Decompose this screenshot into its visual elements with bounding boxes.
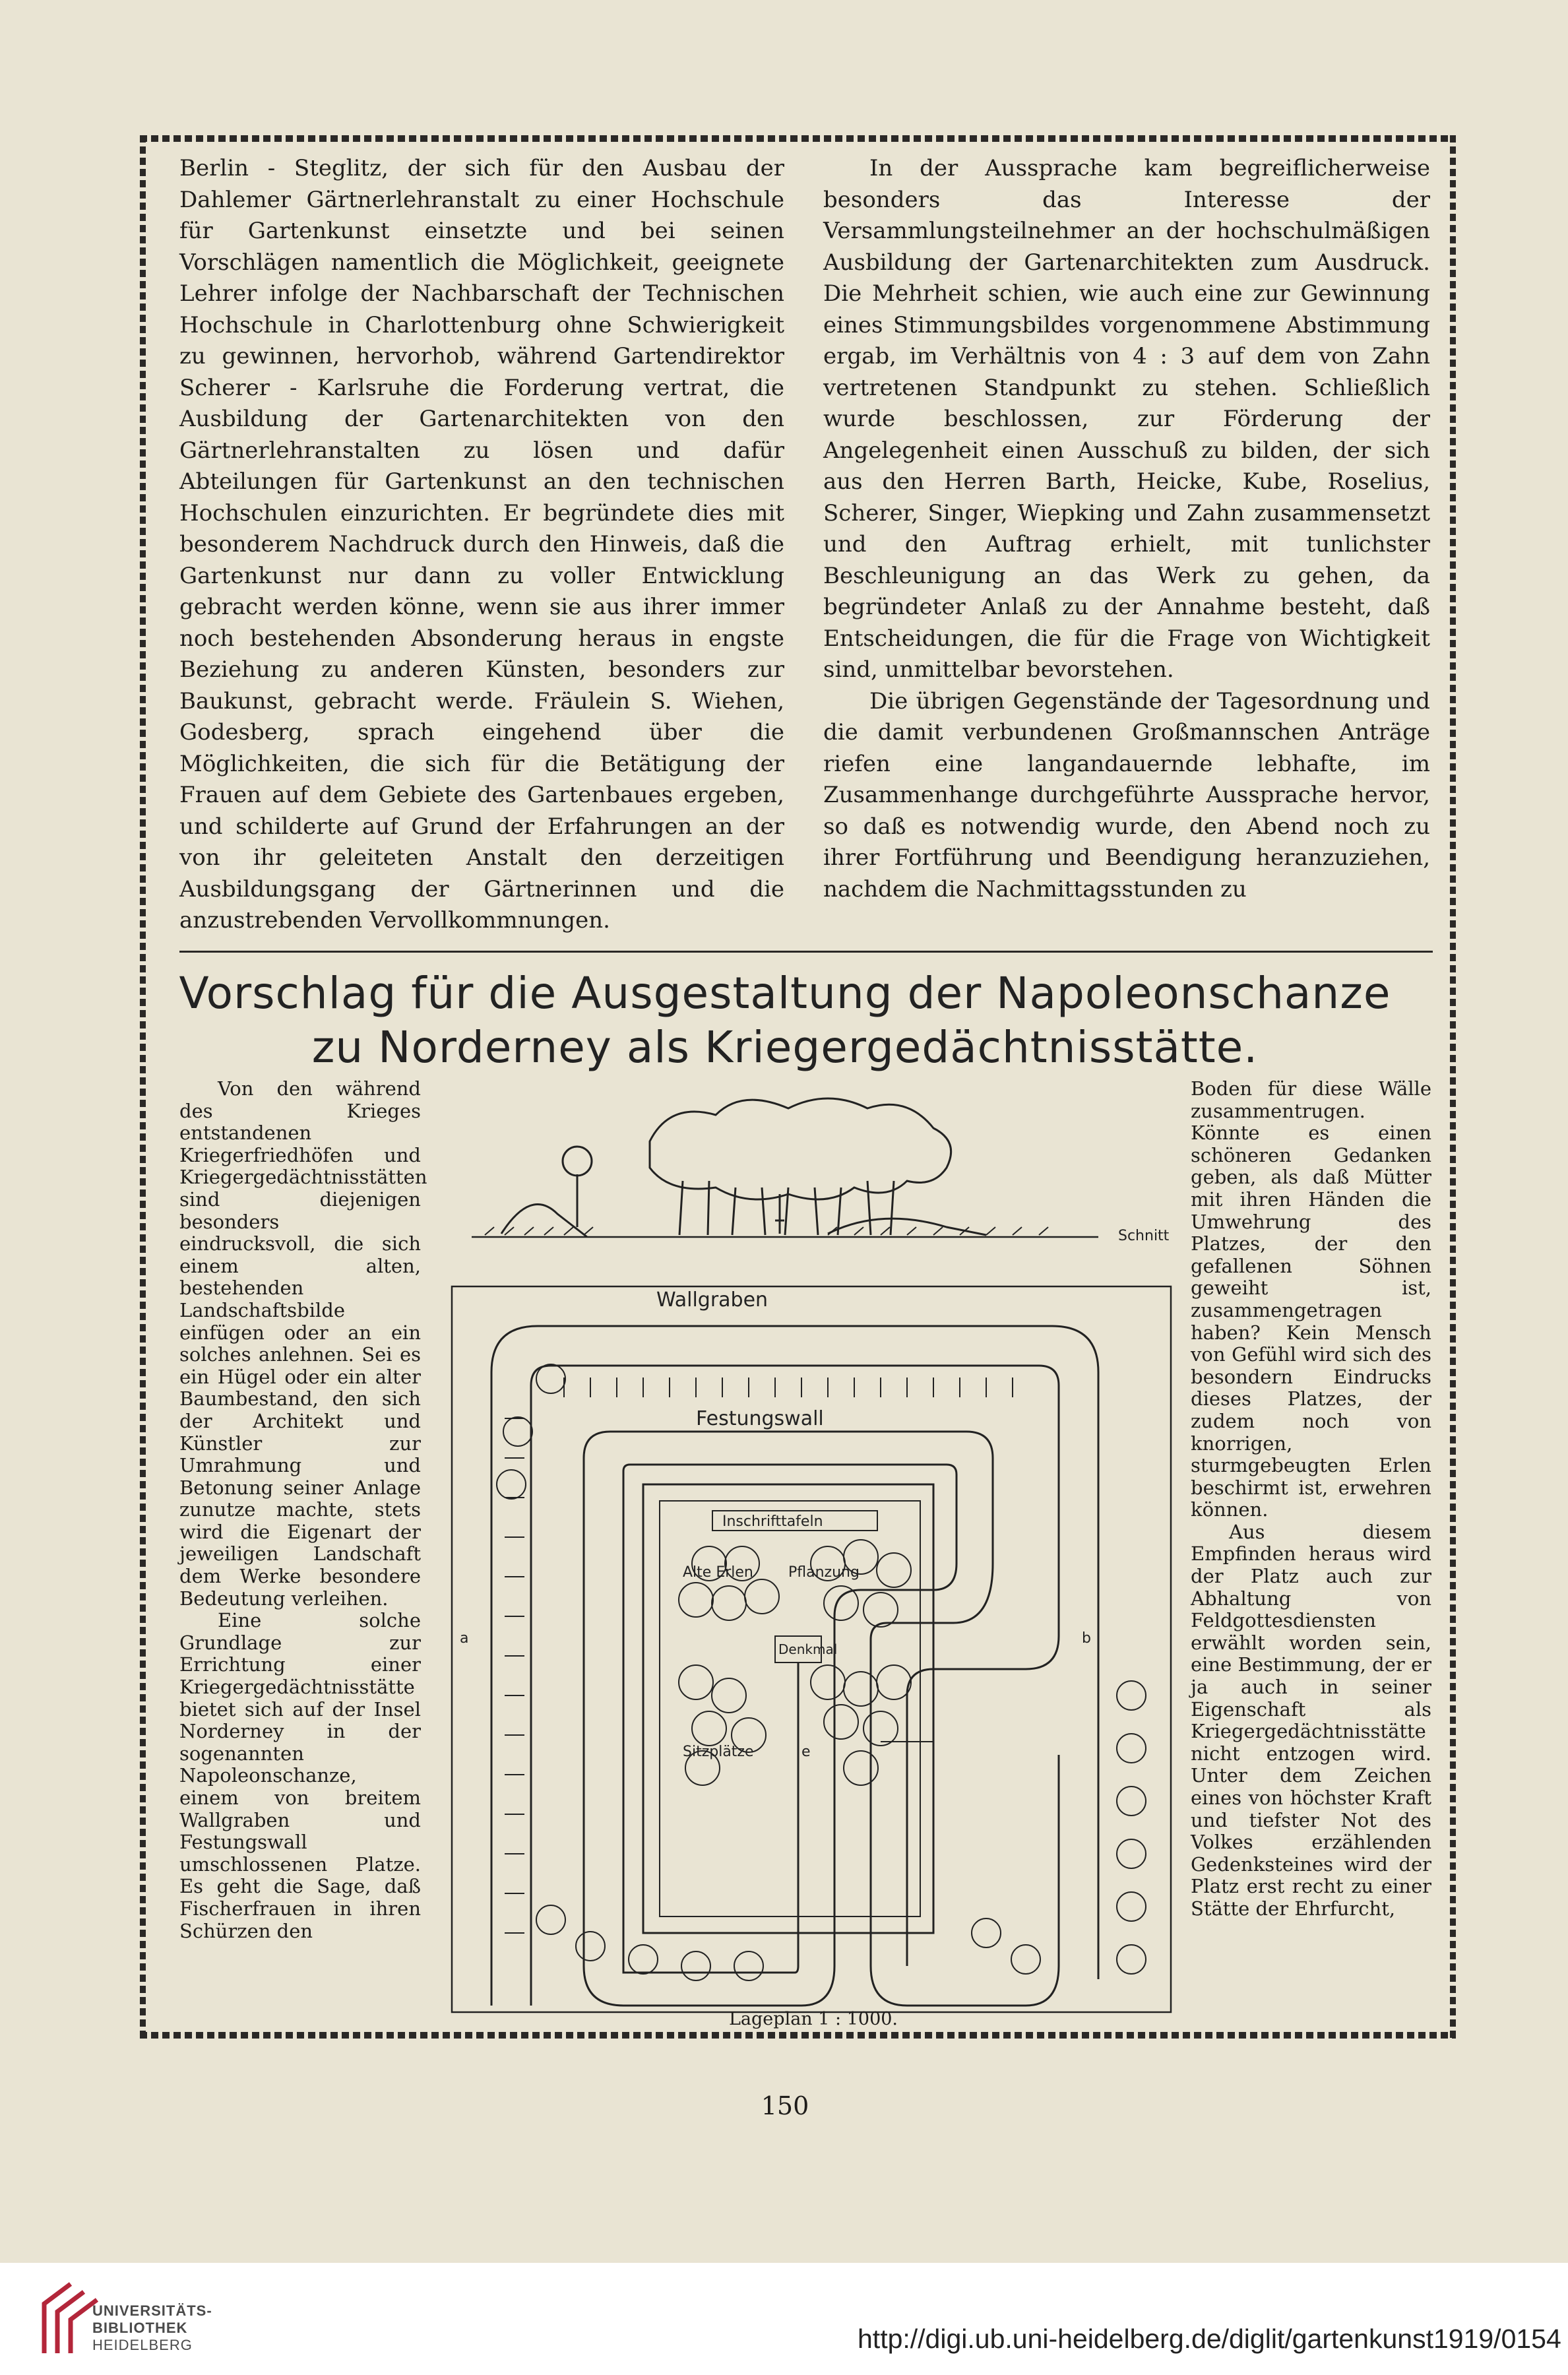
right-column: [823, 153, 1430, 905]
frame-top: [140, 135, 1456, 142]
right-paragraph: Die übrigen Gegenstände der Tagesordnung und die damit verbundenen Großmannschen Anträge riefen eine langandauernde lebhafte, im Zusammenhange durchgeführte Aussprache hervor, so daß es notwendig wurde, den Abend noch zu ihrer Fortführung und Beendigung heranzuziehen, nachdem die Nachmittagsstunden zu: [823, 687, 1430, 902]
inschrifttafeln-label: Inschrifttafeln: [722, 1513, 823, 1530]
headline-line-2: zu Norderney als Kriegergedächtnisstätte.: [311, 1022, 1259, 1073]
frame-bottom: [140, 2032, 1456, 2039]
article-paragraph: Aus diesem Empfinden heraus wird der Platz auch zur Abhaltung von Feldgottesdiensten erwählt worden sein, eine Bestimmung, der er ja auch in seiner Eigenschaft als Kriegergedächtnisstätte nicht entzogen wird. Unter dem Zeichen eines von höchster Kraft und tiefster Not des Volkes erzählenden Gedenksteines wird der Platz erst recht zu einer Stätte der Ehrfurcht,: [1191, 1520, 1431, 1920]
article-paragraph: Eine solche Grundlage zur Errichtung einer Kriegergedächtnisstätte bietet sich auf der Insel Norderney in der sogenannten Napoleonschanze, einem von breitem Wallgraben und Festungswall umschlossenen Platze. Es geht die Sage, daß Fischerfrauen in ihren Schürzen den: [179, 1609, 421, 1942]
site-plan-drawing: [432, 1089, 1191, 2025]
mark-b: b: [1082, 1630, 1091, 1647]
denkmal-label: Denkmal: [778, 1641, 838, 1657]
left-column: [179, 153, 784, 937]
page-number: 150: [761, 2091, 809, 2120]
source-url-link[interactable]: http://digi.ub.uni-heidelberg.de/diglit/gartenkunst1919/0154: [858, 2324, 1561, 2354]
festungswall-label: Festungswall: [696, 1407, 824, 1430]
library-name-line-1: UNIVERSITÄTS-: [92, 2302, 212, 2319]
alte-erlen-label: Alte Erlen: [683, 1564, 753, 1581]
left-paragraph: Berlin - Steglitz, der sich für den Ausbau der Dahlemer Gärtnerlehranstalt zu einer Hochschule für Gartenkunst einsetzte und bei seinen Vorschlägen namentlich die Möglichkeit, geeignete Lehrer infolge der Nachbarschaft der Technischen Hochschule in Charlottenburg ohne Schwierigkeit zu gewinnen, hervorhob, während Gartendirektor Scherer - Karlsruhe die Forderung vertrat, die Ausbildung der Gartenarchitekten von den Gärtnerlehranstalten zu lösen und dafür Abteilungen für Gartenkunst an den technischen Hochschulen einzurichten. Er begründete dies mit besonderem Nachdruck durch den Hinweis, daß die Gartenkunst nur dann zu voller Entwicklung gebracht werden könne, wenn sie aus ihrer immer noch bestehenden Absonderung heraus in engste Beziehung zu anderen Künsten, besonders zur Baukunst, gebracht werde. Fräulein S. Wiehen, Godesberg, sprach eingehend über die Möglichkeiten, die sich für die Betätigung der Frauen auf dem Gebiete des Gartenbaues ergeben, und schilderte auf Grund der Erfahrungen an der von ihr geleiteten Anstalt den derzeitigen Ausbildungsgang der Gärtnerinnen und die anzustrebenden Vervollkommnungen.: [179, 155, 784, 934]
library-name-line-2: BIBLIOTHEK: [92, 2320, 188, 2336]
sitzplaetze-label: Sitzplätze: [683, 1744, 754, 1760]
article-left-column: [179, 1077, 427, 1942]
library-name: [92, 2302, 212, 2354]
article-paragraph: Boden für diese Wälle zusammentrugen. Könnte es einen schöneren Gedanken geben, als daß Mütter mit ihren Händen die Umwehrung des Platzes, der den gefallenen Söhnen geweiht ist, zusammengetragen haben? Kein Mensch von Gefühl wird sich des besondern Eindrucks dieses Platzes, der zudem noch von knorrigen, sturmgebeugten Erlen beschirmt ist, erwehren können.: [1191, 1077, 1431, 1521]
wallgraben-label: Wallgraben: [656, 1288, 768, 1312]
library-name-line-3: HEIDELBERG: [92, 2337, 193, 2353]
article-headline: [165, 966, 1405, 1075]
headline-line-1: Vorschlag für die Ausgestaltung der Napoleonschanze: [179, 968, 1391, 1019]
mark-a: a: [460, 1630, 469, 1647]
right-paragraph: In der Aussprache kam begreiflicherweise besonders das Interesse der Versammlungsteilnehmer an der hochschulmäßigen Ausbildung der Gartenarchitekten zum Ausdruck. Die Mehrheit schien, wie auch eine zur Gewinnung eines Stimmungsbildes vorgenommene Abstimmung ergab, im Verhältnis von 4 : 3 auf dem von Zahn vertretenen Standpunkt zu stehen. Schließlich wurde beschlossen, zur Förderung der Angelegenheit einen Ausschuß zu bilden, der sich aus den Herren Barth, Heicke, Kube, Roselius, Scherer, Singer, Wiepking und Zahn zusammensetzt und den Auftrag erhielt, mit tunlichster Beschleunigung an das Werk zu gehen, da begründeter Anlaß zu der Annahme besteht, daß Entscheidungen, die für die Frage von Wichtigkeit sind, unmittelbar bevorstehen.: [823, 155, 1430, 683]
article-right-column: [1191, 1078, 1431, 1920]
mark-e: e: [801, 1744, 811, 1760]
article-paragraph: Von den während des Krieges entstandenen Kriegerfriedhöfen und Kriegergedächtnisstätten sind diejenigen besonders eindrucksvoll, die sich einem alten, bestehenden Landschaftsbilde einfügen oder an ein solches anlehnen. Sei es ein Hügel oder ein alter Baumbestand, den sich der Architekt und Künstler zur Umrahmung und Betonung seiner Anlage zunutze machte, stets wird die Eigenart der jeweiligen Landschaft dem Werke besondere Bedeutung verleihen.: [179, 1077, 427, 1610]
footer-bar: [0, 2263, 1568, 2375]
section-divider: [179, 951, 1433, 953]
frame-right: [1450, 135, 1456, 2039]
pflanzung-label: Pflanzung: [788, 1564, 860, 1581]
plan-caption: Lageplan 1 : 1000.: [729, 2009, 898, 2029]
frame-left: [140, 135, 146, 2039]
section-label: Schnitt: [1118, 1228, 1170, 1244]
